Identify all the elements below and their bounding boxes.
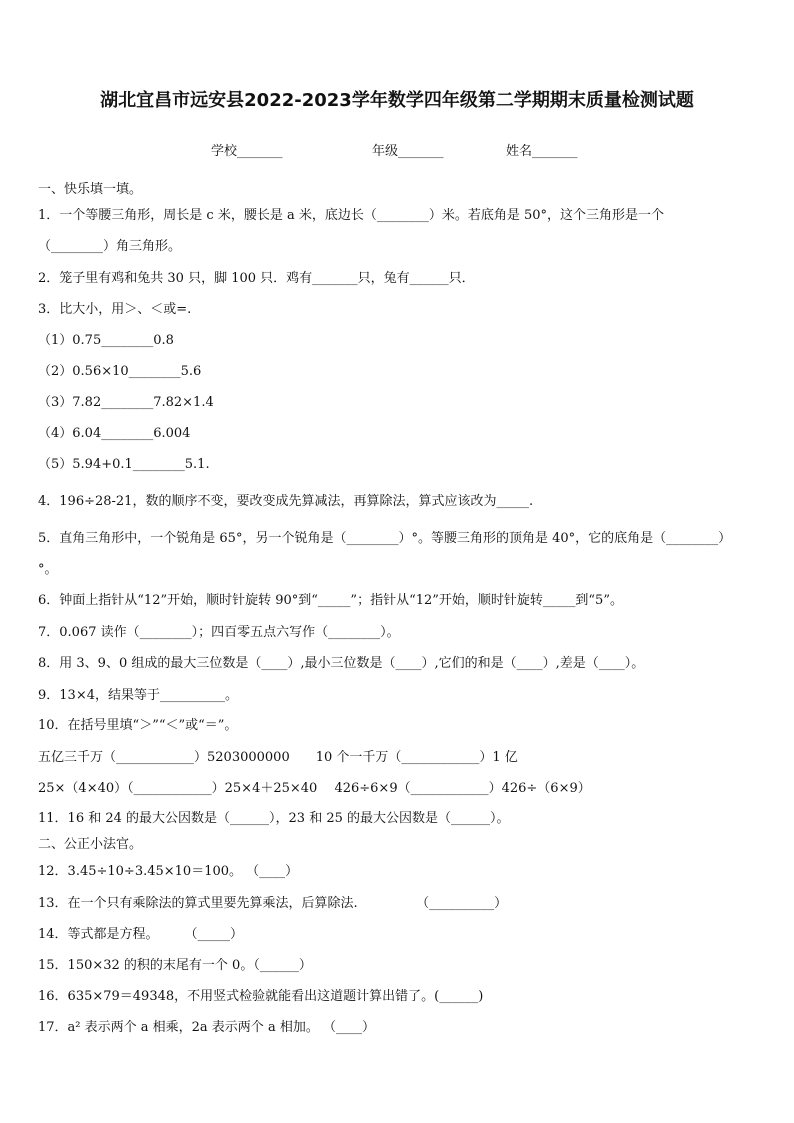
name-field: 姓名_______ xyxy=(506,144,578,159)
question-12: 12．3.45÷10÷3.45×10＝100。 （____） xyxy=(38,864,299,879)
question-3-item-3: （3）7.82________7.82×1.4 xyxy=(38,395,214,410)
question-3: 3．比大小，用＞、＜或=. xyxy=(38,302,192,317)
question-3-item-1: （1）0.75________0.8 xyxy=(38,333,174,348)
question-15: 15．150×32 的积的末尾有一个 0。（______） xyxy=(38,958,312,973)
question-10-row-2: 25×（4×40）（____________）25×4＋25×40 426÷6×9（____________）426÷（6×9） xyxy=(38,781,591,796)
question-16: 16．635×79＝49348，不用竖式检验就能看出这道题计算出错了。(______) xyxy=(38,989,484,1004)
question-9: 9．13×4，结果等于__________。 xyxy=(38,688,238,703)
question-3-item-2: （2）0.56×10________5.6 xyxy=(38,364,202,379)
school-field: 学校_______ xyxy=(211,144,283,159)
section-heading-1: 一、快乐填一填。 xyxy=(38,182,143,197)
question-7: 7．0.067 读作（________）；四百零五点六写作（________）。 xyxy=(38,625,400,640)
question-5-line-2: °。 xyxy=(38,562,58,577)
question-1-line-2: （________）角三角形。 xyxy=(38,239,182,254)
question-3-item-4: （4）6.04________6.004 xyxy=(38,426,191,441)
question-3-item-5: （5）5.94+0.1________5.1. xyxy=(38,457,210,472)
grade-field: 年级_______ xyxy=(372,144,444,159)
question-17: 17．a² 表示两个 a 相乘，2a 表示两个 a 相加。 （____） xyxy=(38,1020,375,1035)
question-11: 11．16 和 24 的最大公因数是（______），23 和 25 的最大公因数是（______）。 xyxy=(38,811,510,826)
section-heading-2: 二、公正小法官。 xyxy=(38,837,143,852)
question-10: 10．在括号里填“＞”“＜”或“＝”。 xyxy=(38,718,238,733)
question-14: 14．等式都是方程。 （_____） xyxy=(38,927,244,942)
question-4: 4．196÷28-21，数的顺序不变，要改变成先算减法，再算除法，算式应该改为_____. xyxy=(38,494,534,509)
page-title: 湖北宜昌市远安县2022-2023学年数学四年级第二学期期末质量检测试题 xyxy=(100,90,694,111)
question-5-line-1: 5．直角三角形中，一个锐角是 65°，另一个锐角是（________）°。等腰三角形的顶角是 40°，它的底角是（________） xyxy=(38,531,732,546)
question-10-row-1: 五亿三千万（____________）5203000000 10 个一千万（____________）1 亿 xyxy=(38,750,518,765)
question-6: 6．钟面上指针从“12”开始，顺时针旋转 90°到“_____”；指针从“12”开始，顺时针旋转_____到“5”。 xyxy=(38,593,623,608)
question-2: 2．笼子里有鸡和兔共 30 只，脚 100 只．鸡有_______只，兔有______只． xyxy=(38,271,475,286)
question-13: 13．在一个只有乘除法的算式里要先算乘法，后算除法. （__________） xyxy=(38,896,508,911)
question-1-line-1: 1．一个等腰三角形，周长是 c 米，腰长是 a 米，底边长（________）米。若底角是 50°，这个三角形是一个 xyxy=(38,208,665,223)
question-8: 8．用 3、9、0 组成的最大三位数是（____）,最小三位数是（____）,它们的和是（____）,差是（____）。 xyxy=(38,656,645,671)
